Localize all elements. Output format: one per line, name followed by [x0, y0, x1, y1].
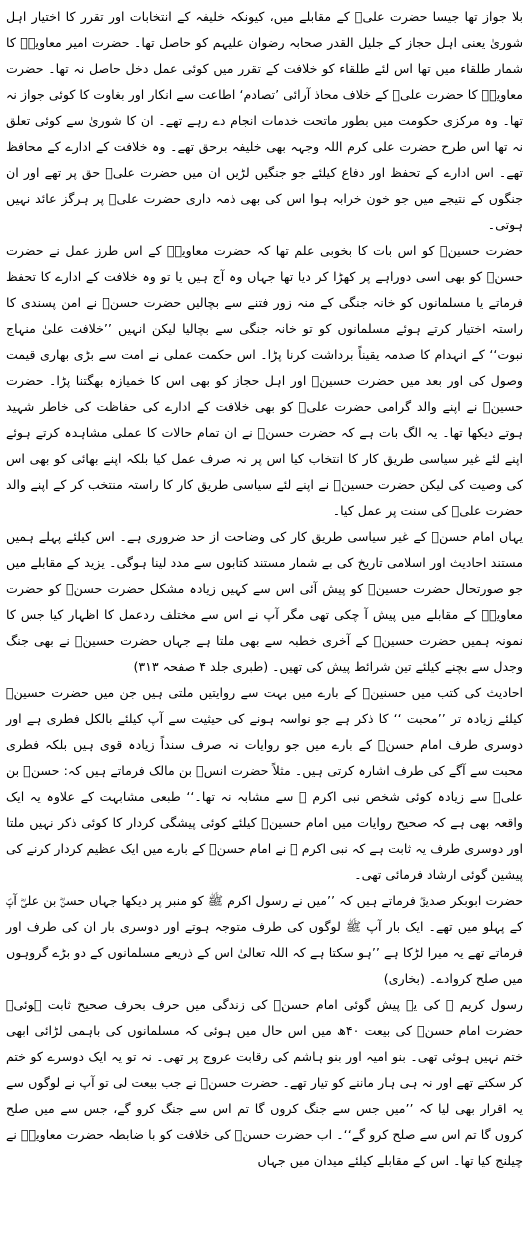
paragraph-1: بلا جواز تھا جیسا حضرت علیؓ کے مقابلے میں، کیونکہ خلیفہ کے انتخابات اور تقرر کا اختیار اہل شوریٰ یعنی اہل حجاز کے جلیل القدر صحابہ رضوان علیہم کو حاصل تھا۔ حضرت امیر معاویہؓ کا شمار طلقاء میں تھا اس لئے طلقاء کو خلافت کے تقرر میں کوئی عمل دخل حاصل نہ تھا۔ حضرت معاویہؓ کا حضرت علیؓ کے خلاف محاذ آرائی ’تصادم‘ اطاعت سے انکار اور بغاوت کا کوئی جواز نہ تھا۔ وہ مرکزی حکومت میں بطور ماتحت خدمات انجام دے رہے تھے۔ ان کا شوریٰ سے کوئی تعلق نہ تھا اس طرح حضرت علی کرم اللہ وجہہ بھی خلیفہ برحق تھے۔ وہ خلافت کے ادارے کے محافظ تھے۔ اس ادارے کے تحفظ اور دفاع کیلئے جو جنگیں لڑیں ان میں حضرت علیؓ حق پر تھے اور ان جنگوں کے نتیجے میں جو خون خرابہ ہوا اس کی بھی ذمہ داری حضرت علیؓ پر ہرگز عائد نہیں ہوتی۔	[6, 9, 523, 232]
paragraph-5: حضرت ابوبکر صدیقؓ فرماتے ہیں کہ ’’میں نے رسول اکرم ﷺ کو منبر پر دیکھا جہاں حسنؓ بن علیؓ آپؐ کے پہلو میں تھے۔ ایک بار آپ ﷺ لوگوں کی طرف متوجہ ہوتے اور دوسری بار ان کی طرف اور فرماتے تھے یہ میرا لڑکا ہے ’’ہو سکتا ہے کہ اللہ تعالیٰ اس کے ذریعے مسلمانوں کے دو بڑے گروہوں میں صلح کروادے۔ (بخاری)	[6, 893, 523, 986]
paragraph-3: یہاں امام حسنؓ کے غیر سیاسی طریق کار کی وضاحت از حد ضروری ہے۔ اس کیلئے پہلے ہمیں مستند احادیث اور اسلامی تاریخ کی بے شمار مستند کتابوں سے مدد لینا ہوگی۔ یزید کے مقابلے میں جو صورتحال حضرت حسینؓ کو پیش آئی اس سے کہیں زیادہ مشکل حضرت حسنؓ کو حضرت معاویہؓ کے مقابلے میں پیش آ چکی تھی مگر آپ نے اس سے مختلف ردعمل کا اظہار کیا جس کا نمونہ ہمیں حضرت حسینؓ کے آخری خطبہ سے بھی ملتا ہے جہاں حضرت حسینؓ نے بھی جنگ وجدل سے بچنے کیلئے تین شرائط پیش کی تھیں۔ (طبری جلد ۴ صفحہ ۳۱۳)	[6, 529, 523, 674]
paragraph-2: حضرت حسینؓ کو اس بات کا بخوبی علم تھا کہ حضرت معاویہؓ کے اس طرز عمل نے حضرت حسنؓ کو بھی اسی دوراہے پر کھڑا کر دیا تھا جہاں وہ آج ہیں یا تو وہ خلافت کے ادارے کا تحفظ فرماتے یا مسلمانوں کو خانہ جنگی کے منہ زور فتنے سے بچالیں حضرت حسنؓ نے امن پسندی کا راستہ اختیار کرتے ہوئے مسلمانوں کو تو خانہ جنگی سے بچالیا لیکن انہیں ’’خلافت علیٰ منہاج نبوت‘‘ کے انہدام کا صدمہ یقیناً برداشت کرنا پڑا۔ اس حکمت عملی نے امت سے بڑی بھاری قیمت وصول کی اور بعد میں حضرت حسینؓ اور اہل حجاز کو بھی اس کا خمیازہ بھگتنا پڑا۔ حضرت حسینؓ نے اپنے والد گرامی حضرت علیؓ کو بھی خلافت کے ادارے کی حفاظت کی خاطر شہید ہوتے دیکھا تھا۔ یہ الگ بات ہے کہ حضرت حسنؓ نے ان تمام حالات کا عملی مشاہدہ کرتے ہوئے اپنے لئے غیر سیاسی طریق کار کا انتخاب کیا اس پر نہ صرف عمل کیا بلکہ اپنے بھائی کو بھی اس کی وصیت کی لیکن حضرت حسینؓ نے اپنے لئے سیاسی طریق کار کا راستہ منتخب کر کے اپنے والد حضرت علیؓ کی سنت پر عمل کیا۔	[6, 243, 523, 518]
paragraph-6: رسول کریم ﷺ کی یہ پیش گوئی امام حسنؓ کی زندگی میں حرف بحرف صحیح ثابت ہوئی۔ حضرت امام حسنؓ کی بیعت ۴۰ھ میں اس حال میں ہوئی کہ مسلمانوں کی باہمی لڑائی ابھی ختم نہیں ہوئی تھی۔ بنو امیہ اور بنو ہاشم کی رقابت عروج پر تھی۔ نہ تو یہ ایک دوسرے کو ختم کر سکتے تھے اور نہ ہی ہار ماننے کو تیار تھے۔ حضرت حسنؓ نے جب بیعت لی تو آپ نے لوگوں سے یہ اقرار بھی لیا کہ ’’میں جس سے جنگ کروں گا تم اس سے جنگ کرو گے، جس سے میں صلح کروں گا تم اس سے صلح کرو گے‘‘۔ اب حضرت حسنؓ کی خلافت کو با ضابطہ حضرت معاویہؓ نے چیلنج کیا تھا۔ اس کے مقابلے کیلئے میدان میں جہاں	[6, 997, 523, 1168]
paragraph-4: احادیث کی کتب میں حسنینؓ کے بارے میں بہت سے روایتیں ملتی ہیں جن میں حضرت حسینؓ کیلئے زیادہ تر ’’محبت ‘‘ کا ذکر ہے جو نواسہ ہونے کی حیثیت سے آپ کیلئے بالکل فطری ہے اور دوسری طرف امام حسنؓ کے بارے میں جو روایات نہ صرف سنداً زیادہ قوی ہیں بلکہ فطری محبت سے آگے کی طرف اشارہ کرتی ہیں۔ مثلاً حضرت انسؓ بن مالک فرماتے ہیں کہ: حسنؓ بن علیؓ سے زیادہ کوئی شخص نبی اکرم ﷺ سے مشابہ نہ تھا۔‘‘ طبعی مشابہت کے علاوہ یہ ایک واقعہ بھی ہے کہ صحیح روایات میں امام حسینؓ کیلئے کوئی پیشگی کردار کا کوئی ذکر نہیں ملتا اور دوسری طرف یہ ثابت ہے کہ نبی اکرم ﷺ نے امام حسنؓ کے بارے میں ایک عظیم کردار کرنے کی پیشین گوئی ارشاد فرمائی تھی۔	[6, 685, 523, 882]
